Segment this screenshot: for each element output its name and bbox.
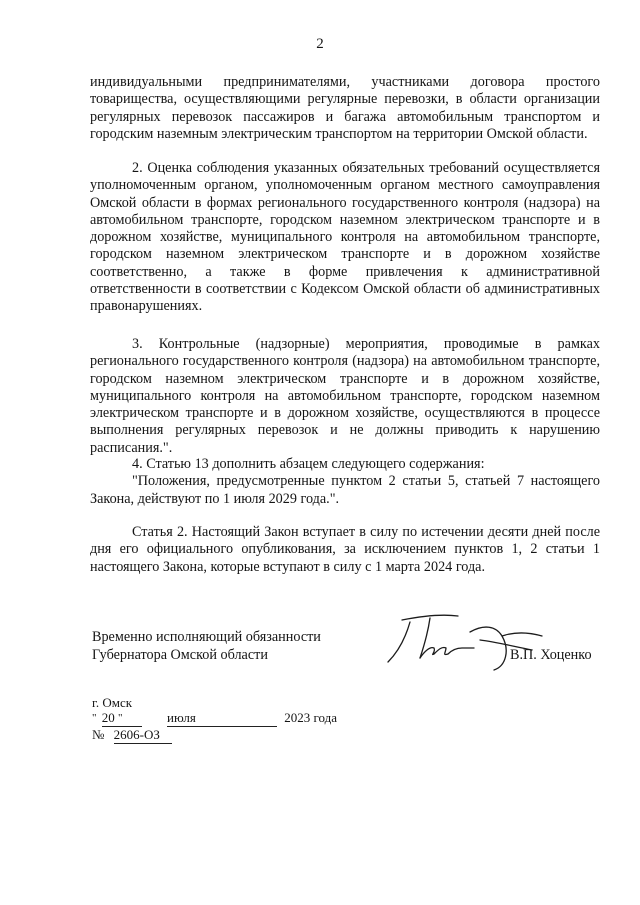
signatory-title-line1: Временно исполняющий обязанности	[92, 629, 321, 645]
paragraph-point-4-line1: 4. Статью 13 дополнить абзацем следующего содержания:	[132, 456, 485, 472]
footer-city: г. Омск	[92, 695, 133, 710]
date-day-value: 20	[101, 710, 115, 725]
paragraph-point-2	[90, 160, 600, 316]
paragraph-point-3	[90, 336, 600, 457]
signatory-name: В.П. Хоценко	[510, 647, 592, 663]
date-quote-close: "	[118, 712, 123, 724]
date-month: июля	[167, 710, 277, 727]
paragraph-point-4-line2: "Положения, предусмотренные пунктом 2 статьи 5, статьей 7 настоящего Закона, действуют по 1 июля 2029 года.".	[90, 473, 600, 507]
date-day	[102, 710, 142, 727]
signatory-title-line2: Губернатора Омской области	[92, 647, 268, 663]
paragraph-article-2-text: Статья 2. Настоящий Закон вступает в силу по истечении десяти дней после дня его официального опубликования, за исключением пунктов 1, 2 статьи 1 настоящего Закона, которые вступают в силу с 1 марта 2024 года.	[90, 524, 600, 575]
signatory-title	[92, 628, 321, 664]
paragraph-point-4	[90, 456, 600, 508]
paragraph-article-2	[90, 524, 600, 576]
footer-number	[92, 727, 172, 744]
paragraph-intro	[90, 74, 600, 143]
paragraph-point-2-text: 2. Оценка соблюдения указанных обязательных требований осуществляется уполномоченным органом, уполномоченным органом местного самоуправления Омской области в формах регионального государственного контроля (надзора) на автомобильном транспорте, городском наземном электрическом транспорте и в дорожном хозяйстве, муниципального контроля на автомобильном транспорте, городском наземном электрическом транспорте и в дорожном хозяйстве соответственно, а также в форме привлечения к административной ответственности в соответствии с Кодексом Омской области об административных правонарушениях.	[90, 160, 600, 315]
number-prefix: №	[92, 727, 105, 742]
paragraph-point-3-text: 3. Контрольные (надзорные) мероприятия, проводимые в рамках регионального государственного контроля (надзора) на автомобильном транспорте, городском наземном электрическом транспорте и в дорожном хозяйстве, муниципального контроля на автомобильном транспорте, городском наземном электрическом транспорте и в дорожном хозяйстве, осуществляются в процессе выполнения регулярных перевозок и не должны приводить к нарушению расписания.".	[90, 336, 600, 456]
page-number: 2	[316, 36, 324, 52]
paragraph-intro-text: индивидуальными предпринимателями, участниками договора простого товарищества, осуществляющими регулярные перевозки, в области организации регулярных перевозок пассажиров и багажа автомобильным транспортом и городским наземным электрическим транспортом на территории Омской области.	[90, 74, 600, 142]
handwritten-signature	[372, 596, 572, 676]
law-number: 2606-ОЗ	[114, 727, 172, 744]
footer-date	[92, 710, 337, 727]
date-quote-open: "	[92, 712, 97, 724]
date-year: 2023 года	[284, 710, 338, 725]
